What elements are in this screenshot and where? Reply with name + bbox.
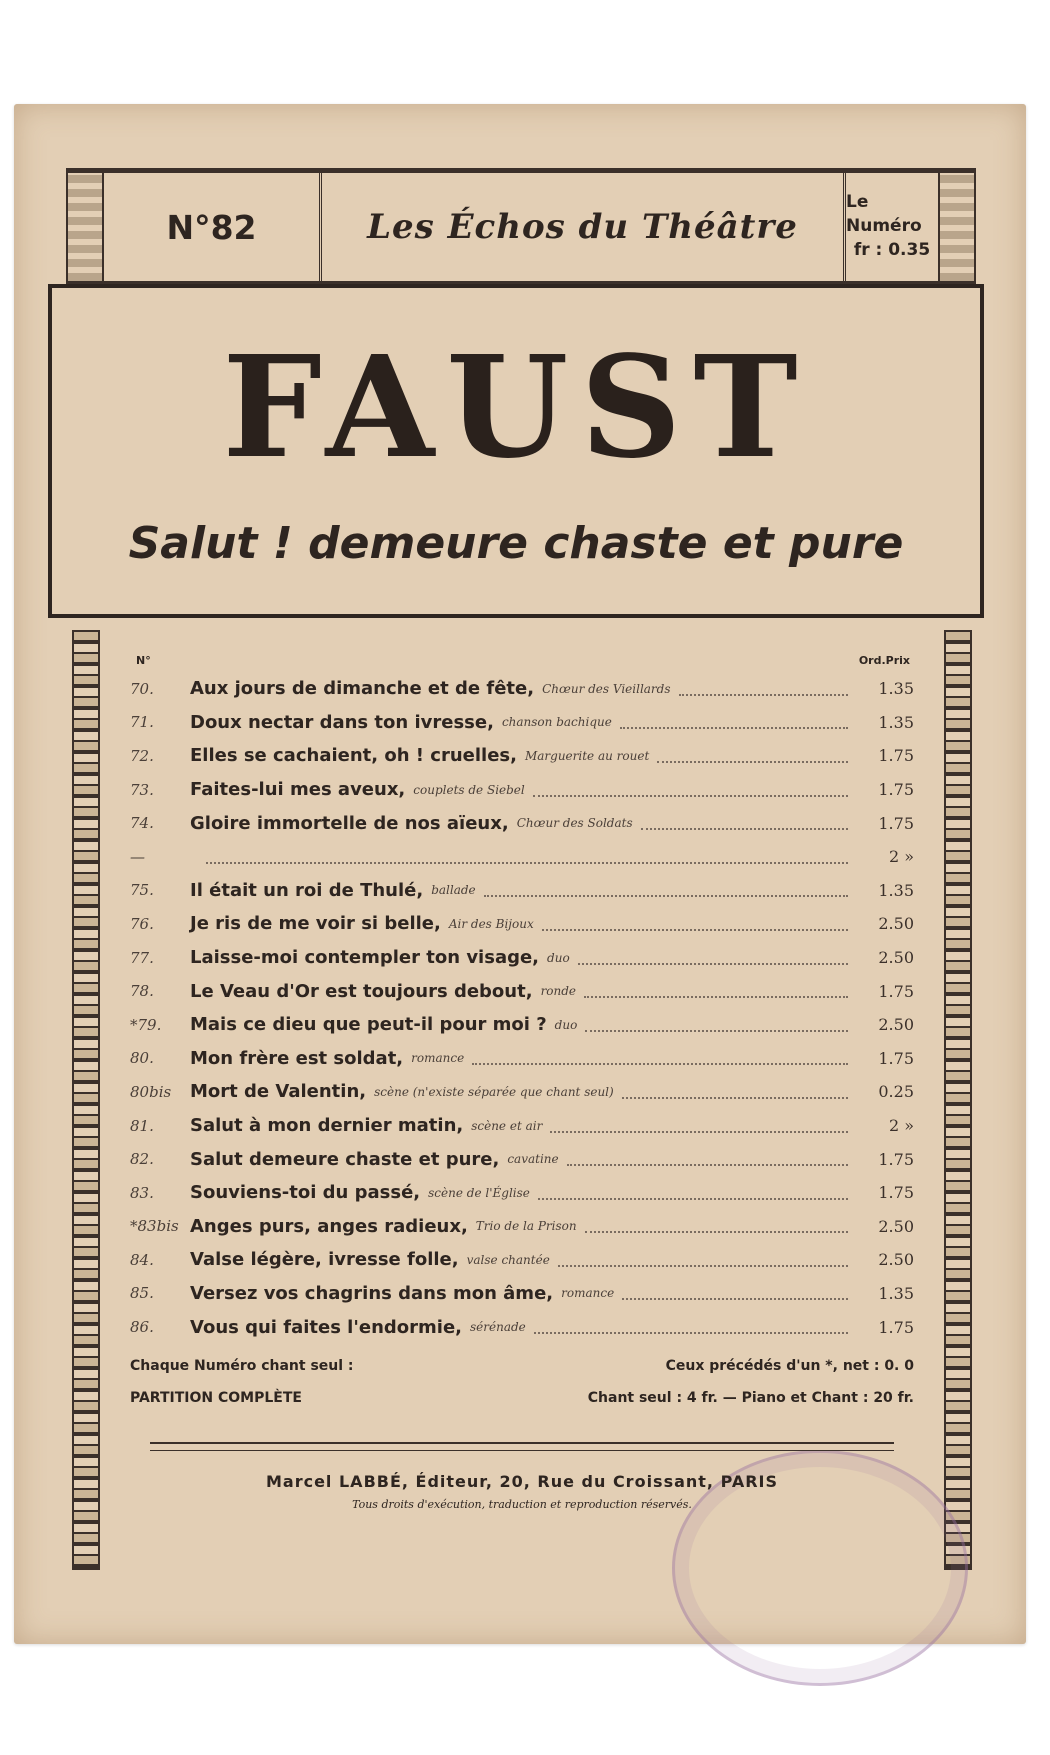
list-item	[130, 806, 914, 840]
issue-number: N°82	[166, 207, 257, 247]
list-item-description: Trio de la Prison	[475, 1219, 577, 1234]
list-item-number: 73.	[130, 780, 154, 799]
column-price-header: Ord.Prix	[858, 654, 910, 667]
list-item-title: Valse légère, ivresse folle,	[190, 1249, 459, 1271]
footnote-1-left: Chaque Numéro chant seul :	[130, 1358, 354, 1374]
list-item	[130, 1142, 914, 1176]
footnote-line-2	[130, 1382, 914, 1414]
list-item-title: Mon frère est soldat,	[190, 1047, 404, 1069]
dot-leader	[484, 883, 848, 897]
dot-leader	[538, 1186, 848, 1200]
list-item-description: duo	[547, 950, 570, 965]
column-number-header: N°	[136, 654, 151, 667]
list-item-number: 84.	[130, 1250, 154, 1269]
title-box	[48, 284, 984, 618]
dot-leader	[584, 984, 848, 998]
list-item-title: Vous qui faites l'endormie,	[190, 1316, 462, 1338]
list-item	[130, 672, 914, 706]
list-item	[130, 1310, 914, 1344]
main-title: FAUST	[222, 326, 810, 490]
list-item	[130, 1075, 914, 1109]
list-item-description: Chœur des Vieillards	[542, 681, 671, 696]
list-item	[130, 1210, 914, 1244]
list-item-description: scène et air	[471, 1118, 543, 1133]
list-item-title: Elles se cachaient, oh ! cruelles,	[190, 745, 517, 767]
dot-leader	[550, 1119, 848, 1133]
list-item-number: 70.	[130, 679, 154, 698]
ornamental-divider	[150, 1442, 894, 1451]
list-item-price: 2.50	[878, 914, 914, 934]
dot-leader	[206, 850, 848, 864]
list-item-description: valse chantée	[466, 1252, 550, 1267]
list-item-number: 76.	[130, 914, 154, 933]
ornament-border-right	[938, 173, 976, 281]
list-item-number: 71.	[130, 713, 154, 732]
list-item	[130, 1243, 914, 1277]
list-item-title: Anges purs, anges radieux,	[190, 1215, 468, 1237]
list-item-price: 1.35	[878, 1283, 914, 1303]
list-item-price: 2.50	[878, 948, 914, 968]
price-cell	[846, 173, 938, 281]
list-item-description: ballade	[431, 883, 476, 898]
list-item-description: cavatine	[507, 1152, 559, 1167]
list-item-price: 1.75	[878, 780, 914, 800]
list-item-title: Le Veau d'Or est toujours debout,	[190, 980, 533, 1002]
list-item-description: romance	[561, 1286, 615, 1301]
list-item-number: 72.	[130, 746, 154, 765]
dot-leader	[679, 682, 848, 696]
footnote-2-right: Chant seul : 4 fr. — Piano et Chant : 20 fr.	[587, 1390, 914, 1406]
listing-frame	[72, 630, 972, 1570]
list-item-price: 1.35	[878, 679, 914, 699]
list-item	[130, 1277, 914, 1311]
list-item-number: *83bis	[130, 1217, 179, 1236]
list-item-number: 78.	[130, 982, 154, 1001]
list-item-price: 2 »	[888, 847, 914, 867]
ornament-column-left	[72, 630, 100, 1570]
list-item-title: Aux jours de dimanche et de fête,	[190, 678, 535, 700]
dot-leader	[657, 749, 848, 763]
dot-leader	[533, 783, 848, 797]
list-item	[130, 974, 914, 1008]
price-label: Le Numéro	[846, 192, 922, 237]
list-item-description: Air des Bijoux	[448, 916, 534, 931]
list-item	[130, 840, 914, 874]
series-cell	[322, 173, 846, 281]
footnotes	[130, 1350, 914, 1414]
list-item-number: —	[130, 847, 145, 866]
ornament-column-right	[944, 630, 972, 1570]
list-item-description: romance	[411, 1051, 465, 1066]
list-item	[130, 874, 914, 908]
list-item-description: duo	[554, 1017, 578, 1032]
list-item-number: 81.	[130, 1116, 154, 1135]
dot-leader	[542, 917, 848, 931]
list-item-price: 2.50	[878, 1250, 914, 1270]
dot-leader	[558, 1253, 848, 1267]
list-item-price: 0.25	[878, 1082, 914, 1102]
list-item-number: 82.	[130, 1150, 154, 1169]
publisher-line: Marcel LABBÉ, Éditeur, 20, Rue du Croissant, PARIS	[265, 1472, 779, 1491]
list-item-number: 80.	[130, 1049, 154, 1068]
list-item-number: 77.	[130, 948, 154, 967]
subtitle: Salut ! demeure chaste et pure	[128, 518, 904, 569]
list-item-description: Marguerite au rouet	[524, 748, 650, 763]
list-item	[130, 739, 914, 773]
list-item-price: 1.75	[878, 1048, 914, 1068]
list-item-number: *79.	[130, 1015, 162, 1034]
dot-leader	[641, 816, 848, 830]
list-item-description: Chœur des Soldats	[516, 816, 633, 831]
list-item-title: Il était un roi de Thulé,	[190, 879, 424, 901]
list-item	[130, 706, 914, 740]
dot-leader	[622, 1286, 848, 1300]
list-item-title: Je ris de me voir si belle,	[190, 913, 441, 935]
ornament-border-left	[66, 173, 104, 281]
list-item-price: 2.50	[878, 1015, 914, 1035]
dot-leader	[534, 1320, 848, 1334]
list-item	[130, 941, 914, 975]
list-item-number: 80bis	[130, 1082, 172, 1101]
list-item-title: Salut demeure chaste et pure,	[190, 1148, 500, 1170]
list-item-price: 1.35	[878, 712, 914, 732]
footnote-line-1	[130, 1350, 914, 1382]
list-item-number: 85.	[130, 1284, 154, 1303]
list-item-number: 86.	[130, 1318, 154, 1337]
dot-leader	[472, 1051, 848, 1065]
list-item	[130, 1008, 914, 1042]
list-item-price: 1.75	[878, 1149, 914, 1169]
list-item-title: Mort de Valentin,	[190, 1081, 367, 1103]
list-item-price: 1.75	[878, 813, 914, 833]
list-item-description: scène (n'existe séparée que chant seul)	[374, 1084, 614, 1099]
list-item-price: 1.75	[878, 981, 914, 1001]
list-item-price: 1.35	[878, 880, 914, 900]
dot-leader	[620, 715, 848, 729]
list-item-description: scène de l'Église	[428, 1185, 530, 1200]
footnote-1-right: Ceux précédés d'un *, net : 0. 0	[665, 1358, 914, 1374]
list-item	[130, 1109, 914, 1143]
list-item	[130, 1042, 914, 1076]
issue-number-cell	[104, 173, 322, 281]
list-item-title: Souviens-toi du passé,	[190, 1182, 421, 1204]
dot-leader	[567, 1152, 848, 1166]
list-item-number: 75.	[130, 881, 154, 900]
list-item-title: Faites-lui mes aveux,	[190, 779, 406, 801]
list-item	[130, 1176, 914, 1210]
listing-inner	[130, 630, 914, 1570]
list-item-title: Mais ce dieu que peut-il pour moi ?	[190, 1014, 547, 1036]
list-item-price: 2 »	[888, 1116, 914, 1136]
list-item-price: 2.50	[878, 1216, 914, 1236]
list-item-title: Versez vos chagrins dans mon âme,	[190, 1282, 554, 1304]
price-value: fr : 0.35	[853, 239, 931, 260]
rights-notice: Tous droits d'exécution, traduction et reproduction réservés.	[352, 1498, 692, 1511]
series-title: Les Échos du Théâtre	[367, 207, 798, 247]
list-item-price: 1.75	[878, 746, 914, 766]
list-item-price: 1.75	[878, 1317, 914, 1337]
list-item-title: Laisse-moi contempler ton visage,	[190, 947, 540, 969]
dot-leader	[585, 1018, 848, 1032]
list-item-description: couplets de Siebel	[413, 782, 525, 797]
song-list	[130, 672, 914, 1344]
list-item-description: chanson bachique	[501, 715, 612, 730]
list-item-number: 74.	[130, 814, 154, 833]
footnote-2-left: PARTITION COMPLÈTE	[130, 1390, 302, 1406]
list-item-number: 83.	[130, 1183, 154, 1202]
list-item-price: 1.75	[878, 1183, 914, 1203]
list-item	[130, 773, 914, 807]
list-item-description: sérénade	[470, 1320, 526, 1335]
list-item-description: ronde	[540, 984, 577, 999]
list-item-title: Gloire immortelle de nos aïeux,	[190, 812, 509, 834]
dot-leader	[622, 1085, 848, 1099]
dot-leader	[578, 951, 848, 965]
dot-leader	[585, 1219, 848, 1233]
list-item-title: Doux nectar dans ton ivresse,	[190, 711, 494, 733]
list-item-title: Salut à mon dernier matin,	[190, 1115, 464, 1137]
list-item	[130, 907, 914, 941]
header-band	[66, 168, 976, 284]
